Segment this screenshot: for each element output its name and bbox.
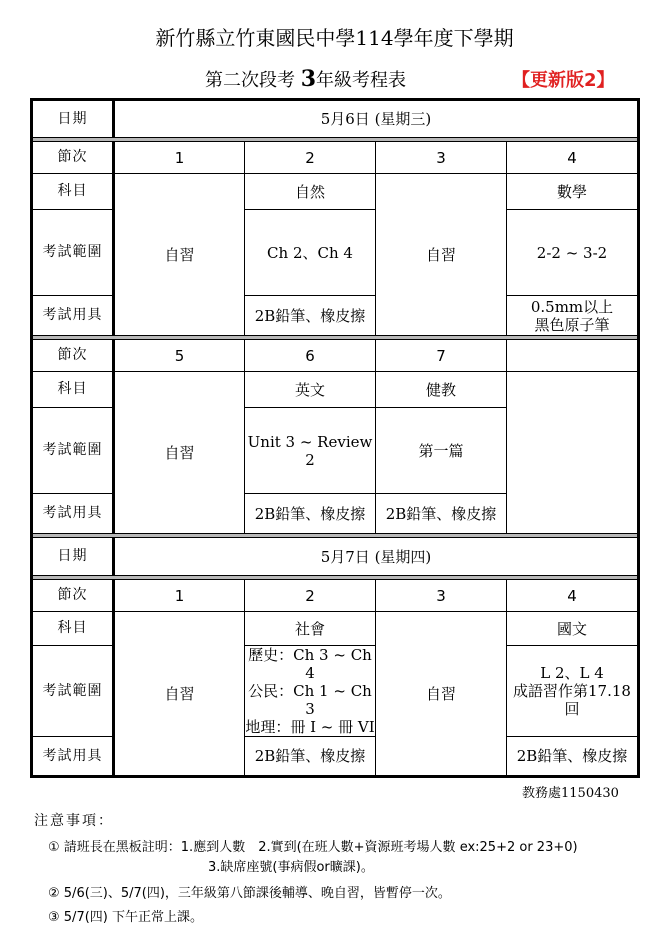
period-row [32, 340, 639, 372]
period-cell [507, 340, 639, 372]
note-1-continued: 3.缺席座號(事病假or曠課)。 [208, 860, 374, 875]
subject-cell: 健教 [376, 372, 507, 408]
period-label: 節次 [32, 340, 114, 372]
period-cell: 3 [376, 580, 507, 612]
period-label: 節次 [32, 142, 114, 174]
note-2: ② 5/6(三)、5/7(四)，三年級第八節課後輔導、晚自習，皆暫停一次。 [48, 886, 451, 901]
subject-cell: 數學 [507, 174, 639, 210]
period-cell: 4 [507, 142, 639, 174]
period-cell: 5 [114, 340, 245, 372]
tools-label: 考試用具 [32, 737, 114, 777]
range-cell: 2-2 ~ 3-2 [507, 210, 639, 296]
period-row [32, 580, 639, 612]
tools-cell [507, 296, 639, 336]
tools-cell: 2B鉛筆、橡皮擦 [245, 494, 376, 534]
range-cell [507, 646, 639, 737]
date-label: 日期 [32, 100, 114, 138]
range-cell: Ch 2、Ch 4 [245, 210, 376, 296]
self-study-cell: 自習 [376, 612, 507, 777]
page-title: 新竹縣立竹東國民中學114學年度下學期 [155, 26, 514, 50]
subject-cell: 自然 [245, 174, 376, 210]
tools-line: 黑色原子筆 [534, 315, 610, 334]
tools-label: 考試用具 [32, 296, 114, 336]
range-line: L 2、L 4 [540, 664, 604, 682]
period-cell: 2 [245, 580, 376, 612]
subject-label: 科目 [32, 372, 114, 408]
subject-row [32, 174, 639, 210]
period-cell: 3 [376, 142, 507, 174]
date-day1: 5月6日 (星期三) [114, 100, 639, 138]
period-label: 節次 [32, 580, 114, 612]
range-label: 考試範圍 [32, 646, 114, 737]
subject-row [32, 372, 639, 408]
date-row-day2 [32, 538, 639, 576]
period-row [32, 142, 639, 174]
subject-cell: 社會 [245, 612, 376, 646]
tools-label: 考試用具 [32, 494, 114, 534]
page-subtitle [205, 66, 406, 92]
date-label: 日期 [32, 538, 114, 576]
empty-cell [507, 372, 639, 534]
version-badge: 【更新版2】 [512, 70, 615, 91]
self-study-cell: 自習 [114, 612, 245, 777]
period-cell: 1 [114, 142, 245, 174]
note-1: ① 請班長在黑板註明：1.應到人數 2.實到(在班人數+資源班考場人數 ex:25+2 or 23+0) [48, 840, 578, 855]
period-cell: 4 [507, 580, 639, 612]
self-study-cell: 自習 [376, 174, 507, 336]
range-label: 考試範圍 [32, 210, 114, 296]
self-study-cell: 自習 [114, 174, 245, 336]
range-line: 成語習作第17.18回 [513, 682, 631, 718]
tools-cell: 2B鉛筆、橡皮擦 [376, 494, 507, 534]
subject-label: 科目 [32, 612, 114, 646]
period-cell: 7 [376, 340, 507, 372]
tools-cell: 2B鉛筆、橡皮擦 [245, 296, 376, 336]
tools-line: 0.5mm以上 [530, 297, 614, 316]
tools-cell: 2B鉛筆、橡皮擦 [507, 737, 639, 777]
tools-cell: 2B鉛筆、橡皮擦 [245, 737, 376, 777]
period-cell: 1 [114, 580, 245, 612]
exam-schedule-table [30, 98, 640, 778]
subject-cell: 國文 [507, 612, 639, 646]
range-cell: 第一篇 [376, 408, 507, 494]
date-day2: 5月7日 (星期四) [114, 538, 639, 576]
office-code: 教務處1150430 [522, 786, 619, 801]
range-label: 考試範圍 [32, 408, 114, 494]
date-row-day1 [32, 100, 639, 138]
subject-cell: 英文 [245, 372, 376, 408]
range-line: 公民：Ch 1 ~ Ch 3 [248, 682, 372, 718]
period-cell: 6 [245, 340, 376, 372]
subject-label: 科目 [32, 174, 114, 210]
period-cell: 2 [245, 142, 376, 174]
subtitle-part-a: 第二次段考 [205, 70, 295, 91]
range-cell [245, 646, 376, 737]
notes-title: 注意事項： [34, 813, 114, 829]
range-line: 地理：冊 I ~ 冊 VI [245, 718, 375, 736]
subtitle-part-b: 年級考程表 [316, 70, 407, 91]
range-cell: Unit 3 ~ Review 2 [245, 408, 376, 494]
range-line: 歷史：Ch 3 ~ Ch 4 [248, 646, 372, 682]
self-study-cell: 自習 [114, 372, 245, 534]
note-3: ③ 5/7(四) 下午正常上課。 [48, 910, 203, 925]
subtitle-grade: 3 [300, 66, 317, 92]
subject-row [32, 612, 639, 646]
